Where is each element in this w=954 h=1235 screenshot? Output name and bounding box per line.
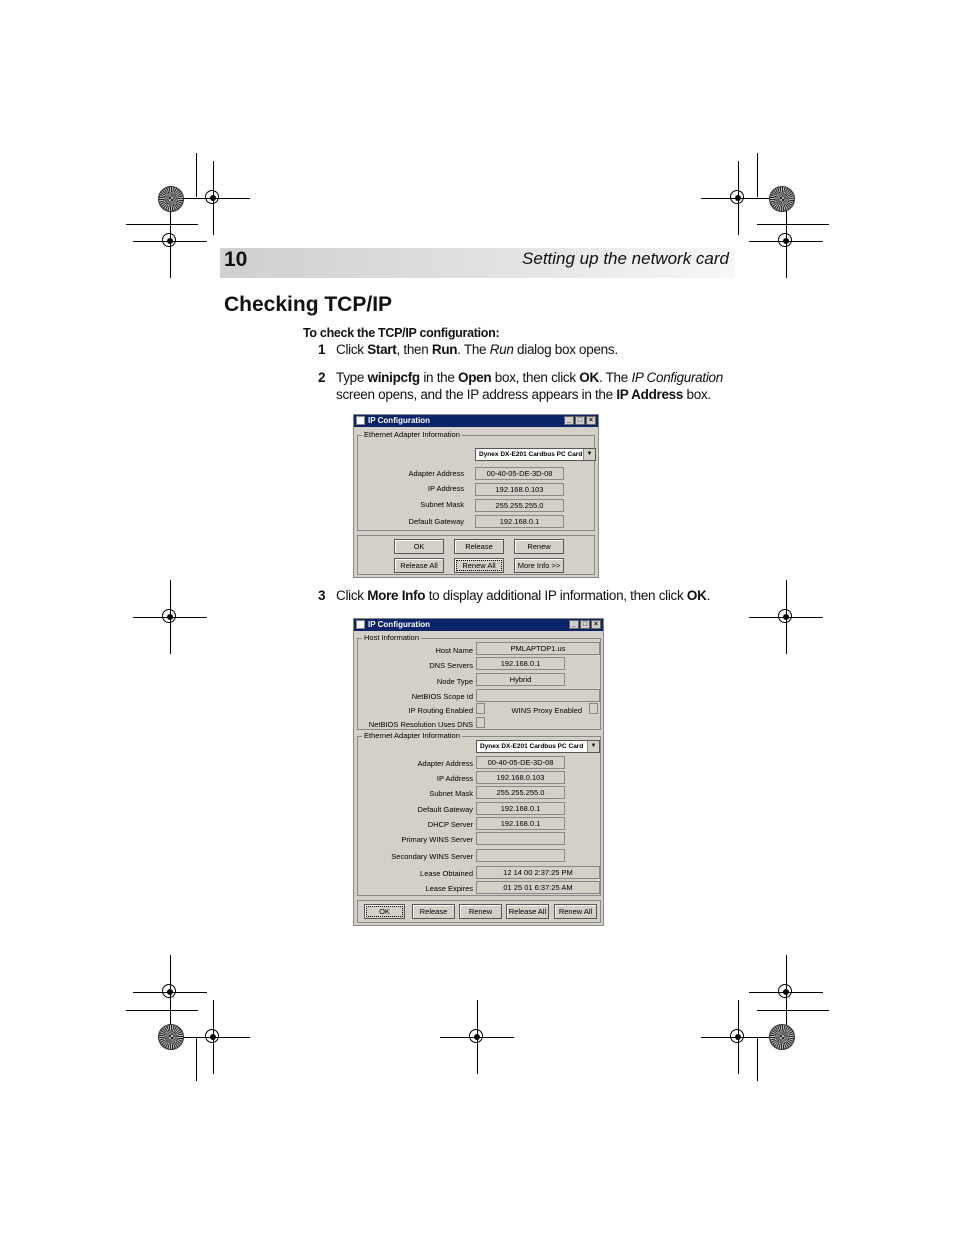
field-label: NetBIOS Scope Id xyxy=(411,692,473,701)
page-number: 10 xyxy=(224,248,248,271)
more-info-button[interactable]: More Info >> xyxy=(514,558,564,573)
dns-servers-field: 192.168.0.1 xyxy=(476,657,565,670)
field-label: Subnet Mask xyxy=(420,500,464,509)
default-gateway-field: 192.168.0.1 xyxy=(475,515,564,528)
maximize-button[interactable]: □ xyxy=(580,620,590,629)
step-number: 1 xyxy=(318,342,326,357)
field-label: Default Gateway xyxy=(417,805,473,814)
step-number: 3 xyxy=(318,588,326,603)
subnet-mask-field: 255.255.255.0 xyxy=(475,499,564,512)
minimize-button[interactable]: _ xyxy=(564,416,574,425)
field-label: Primary WINS Server xyxy=(401,835,473,844)
field-label: DNS Servers xyxy=(429,661,473,670)
checkbox-label: IP Routing Enabled xyxy=(408,706,473,715)
adapter-info-group xyxy=(357,430,595,531)
renew-all-button[interactable]: Renew All xyxy=(454,558,504,573)
color-target-icon xyxy=(158,1024,184,1050)
running-head: Setting up the network card xyxy=(522,249,729,268)
renew-button[interactable]: Renew xyxy=(459,904,502,919)
button-group xyxy=(357,535,595,575)
field-label: IP Address xyxy=(436,774,473,783)
color-target-icon xyxy=(769,186,795,212)
crop-mark xyxy=(757,1037,758,1081)
step-text: Click Start, then Run. The Run dialog box opens. xyxy=(336,342,618,357)
adapter-info-group xyxy=(357,731,601,896)
close-button[interactable]: × xyxy=(591,620,601,629)
ip-address-field: 192.168.0.103 xyxy=(476,771,565,784)
field-label: Lease Obtained xyxy=(420,869,473,878)
dropdown-arrow-icon: ▼ xyxy=(583,449,595,460)
adapter-select[interactable]: Dynex DX-E201 Cardbus PC Card ▼ xyxy=(476,740,600,753)
group-label: Ethernet Adapter Information xyxy=(364,430,460,439)
crop-mark xyxy=(196,1037,197,1081)
maximize-button[interactable]: □ xyxy=(575,416,585,425)
release-button[interactable]: Release xyxy=(412,904,455,919)
host-name-field: PMLAPTOP1.us xyxy=(476,642,600,655)
ip-config-dialog-basic xyxy=(353,414,599,578)
close-button[interactable]: × xyxy=(586,416,596,425)
field-label: Host Name xyxy=(435,646,473,655)
step-text: Type winipcfg in the Open box, then click OK. The IP Configuration screen opens, and the IP address appears in the IP Address box. xyxy=(336,370,723,402)
netbios-scope-field xyxy=(476,689,600,702)
host-info-group xyxy=(357,633,601,730)
crop-mark xyxy=(126,1010,198,1011)
primary-wins-field xyxy=(476,832,565,845)
step-text: Click More Info to display additional IP information, then click OK. xyxy=(336,588,711,603)
release-all-button[interactable]: Release All xyxy=(506,904,549,919)
procedure-heading: To check the TCP/IP configuration: xyxy=(303,326,500,340)
group-label: Host Information xyxy=(364,633,420,642)
subnet-mask-field: 255.255.255.0 xyxy=(476,786,565,799)
crop-mark xyxy=(757,1010,829,1011)
netbios-dns-checkbox xyxy=(476,717,485,728)
lease-obtained-field: 12 14 00 2:37:25 PM xyxy=(476,866,600,879)
ok-button[interactable]: OK xyxy=(364,904,405,919)
ip-config-dialog-detailed xyxy=(353,618,604,926)
dropdown-arrow-icon: ▼ xyxy=(587,741,599,752)
window-title: IP Configuration xyxy=(368,416,431,425)
crop-mark xyxy=(757,153,758,197)
checkbox-label: NetBIOS Resolution Uses DNS xyxy=(368,720,473,729)
ip-address-field: 192.168.0.103 xyxy=(475,483,564,496)
release-all-button[interactable]: Release All xyxy=(394,558,444,573)
title-bar xyxy=(354,415,598,427)
field-label: Adapter Address xyxy=(408,469,464,478)
wins-proxy-checkbox xyxy=(589,703,598,714)
release-button[interactable]: Release xyxy=(454,539,504,554)
dhcp-server-field: 192.168.0.1 xyxy=(476,817,565,830)
section-title: Checking TCP/IP xyxy=(224,293,393,316)
ip-routing-checkbox xyxy=(476,703,485,714)
step-number: 2 xyxy=(318,370,326,385)
field-label: Default Gateway xyxy=(408,517,464,526)
crop-mark xyxy=(196,153,197,197)
field-label: Adapter Address xyxy=(417,759,473,768)
field-label: Secondary WINS Server xyxy=(391,852,473,861)
node-type-field: Hybrid xyxy=(476,673,565,686)
default-gateway-field: 192.168.0.1 xyxy=(476,802,565,815)
crop-mark xyxy=(757,224,829,225)
minimize-button[interactable]: _ xyxy=(569,620,579,629)
secondary-wins-field xyxy=(476,849,565,862)
field-label: IP Address xyxy=(427,484,464,493)
adapter-select[interactable]: Dynex DX-E201 Cardbus PC Card ▼ xyxy=(475,448,596,461)
ok-button[interactable]: OK xyxy=(394,539,444,554)
renew-all-button[interactable]: Renew All xyxy=(554,904,597,919)
field-label: DHCP Server xyxy=(427,820,473,829)
adapter-address-field: 00-40-05-DE-3D-08 xyxy=(475,467,564,480)
window-title: IP Configuration xyxy=(368,620,431,629)
group-label: Ethernet Adapter Information xyxy=(364,731,460,740)
field-label: Lease Expires xyxy=(425,884,473,893)
field-label: Node Type xyxy=(436,677,473,686)
button-group xyxy=(357,900,601,923)
color-target-icon xyxy=(158,186,184,212)
checkbox-label: WINS Proxy Enabled xyxy=(511,706,582,715)
renew-button[interactable]: Renew xyxy=(514,539,564,554)
crop-mark xyxy=(126,224,198,225)
network-icon xyxy=(356,416,365,425)
network-icon xyxy=(356,620,365,629)
field-label: Subnet Mask xyxy=(429,789,473,798)
lease-expires-field: 01 25 01 6:37:25 AM xyxy=(476,881,600,894)
adapter-address-field: 00-40-05-DE-3D-08 xyxy=(476,756,565,769)
color-target-icon xyxy=(769,1024,795,1050)
title-bar xyxy=(354,619,603,631)
